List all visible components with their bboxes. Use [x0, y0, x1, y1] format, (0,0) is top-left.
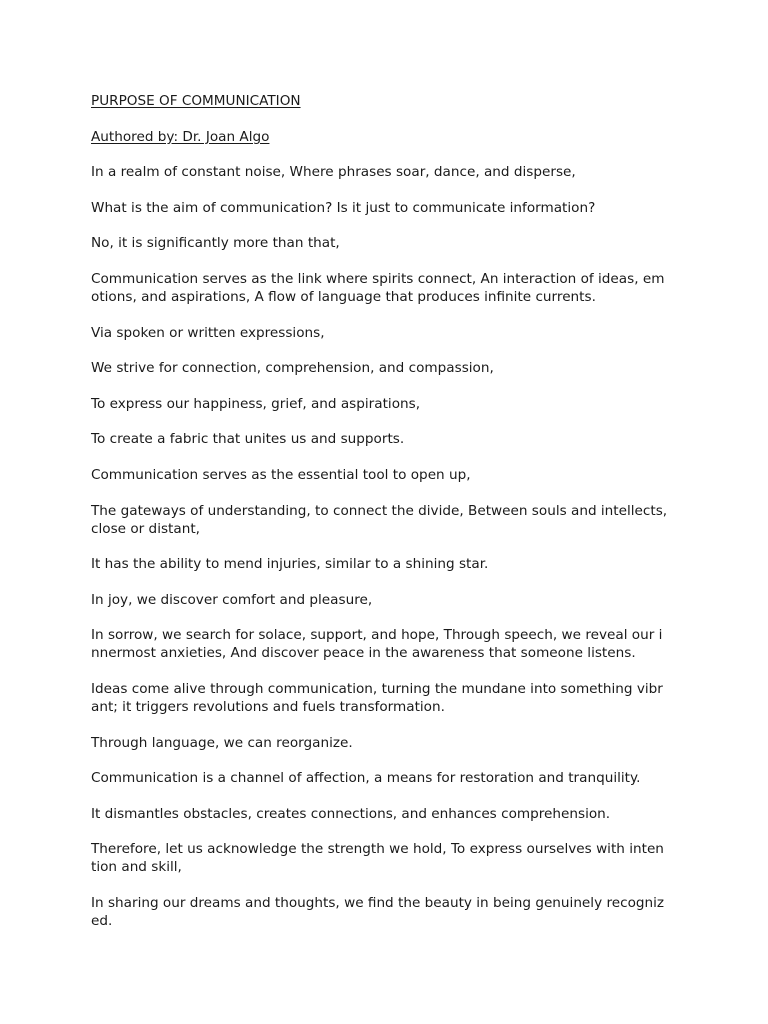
paragraph: Communication is a channel of affection, a means for restoration and tranquility.: [91, 770, 641, 787]
paragraph: Ideas come alive through communication, turning the mundane into something vibr ant; it triggers revolutions and fuels transformation.: [91, 680, 663, 715]
paragraph: What is the aim of communication? Is it just to communicate information?: [91, 199, 596, 216]
paragraph: Communication serves as the link where spirits connect, An interaction of ideas, em otions, and aspirations, A flow of language that produces infinite currents.: [91, 270, 665, 305]
paragraph: Through language, we can reorganize.: [91, 734, 353, 751]
paragraph: Via spoken or written expressions,: [91, 324, 325, 341]
paragraph: Therefore, let us acknowledge the strength we hold, To express ourselves with inten tion and skill,: [91, 841, 664, 876]
document-title: PURPOSE OF COMMUNICATION: [91, 93, 301, 109]
paragraph: In a realm of constant noise, Where phrases soar, dance, and disperse,: [91, 164, 576, 181]
paragraph: Communication serves as the essential tool to open up,: [91, 466, 471, 483]
paragraph: In sorrow, we search for solace, support, and hope, Through speech, we reveal our i nnermost anxieties, And discover peace in the awareness that someone listens.: [91, 627, 663, 662]
paragraph: It dismantles obstacles, creates connections, and enhances comprehension.: [91, 805, 611, 822]
document-body: [91, 92, 681, 947]
paragraph: We strive for connection, comprehension, and compassion,: [91, 360, 494, 377]
document-byline: Authored by: Dr. Joan Algo: [91, 128, 270, 145]
paragraph: No, it is significantly more than that,: [91, 235, 340, 252]
paragraph: The gateways of understanding, to connect the divide, Between souls and intellects, close or distant,: [91, 502, 668, 537]
paragraph: In joy, we discover comfort and pleasure,: [91, 591, 373, 608]
paragraph: To create a fabric that unites us and supports.: [91, 431, 405, 448]
paragraph: To express our happiness, grief, and aspirations,: [91, 395, 421, 412]
paragraph: It has the ability to mend injuries, similar to a shining star.: [91, 556, 489, 573]
paragraph: In sharing our dreams and thoughts, we find the beauty in being genuinely recogniz ed.: [91, 894, 665, 929]
